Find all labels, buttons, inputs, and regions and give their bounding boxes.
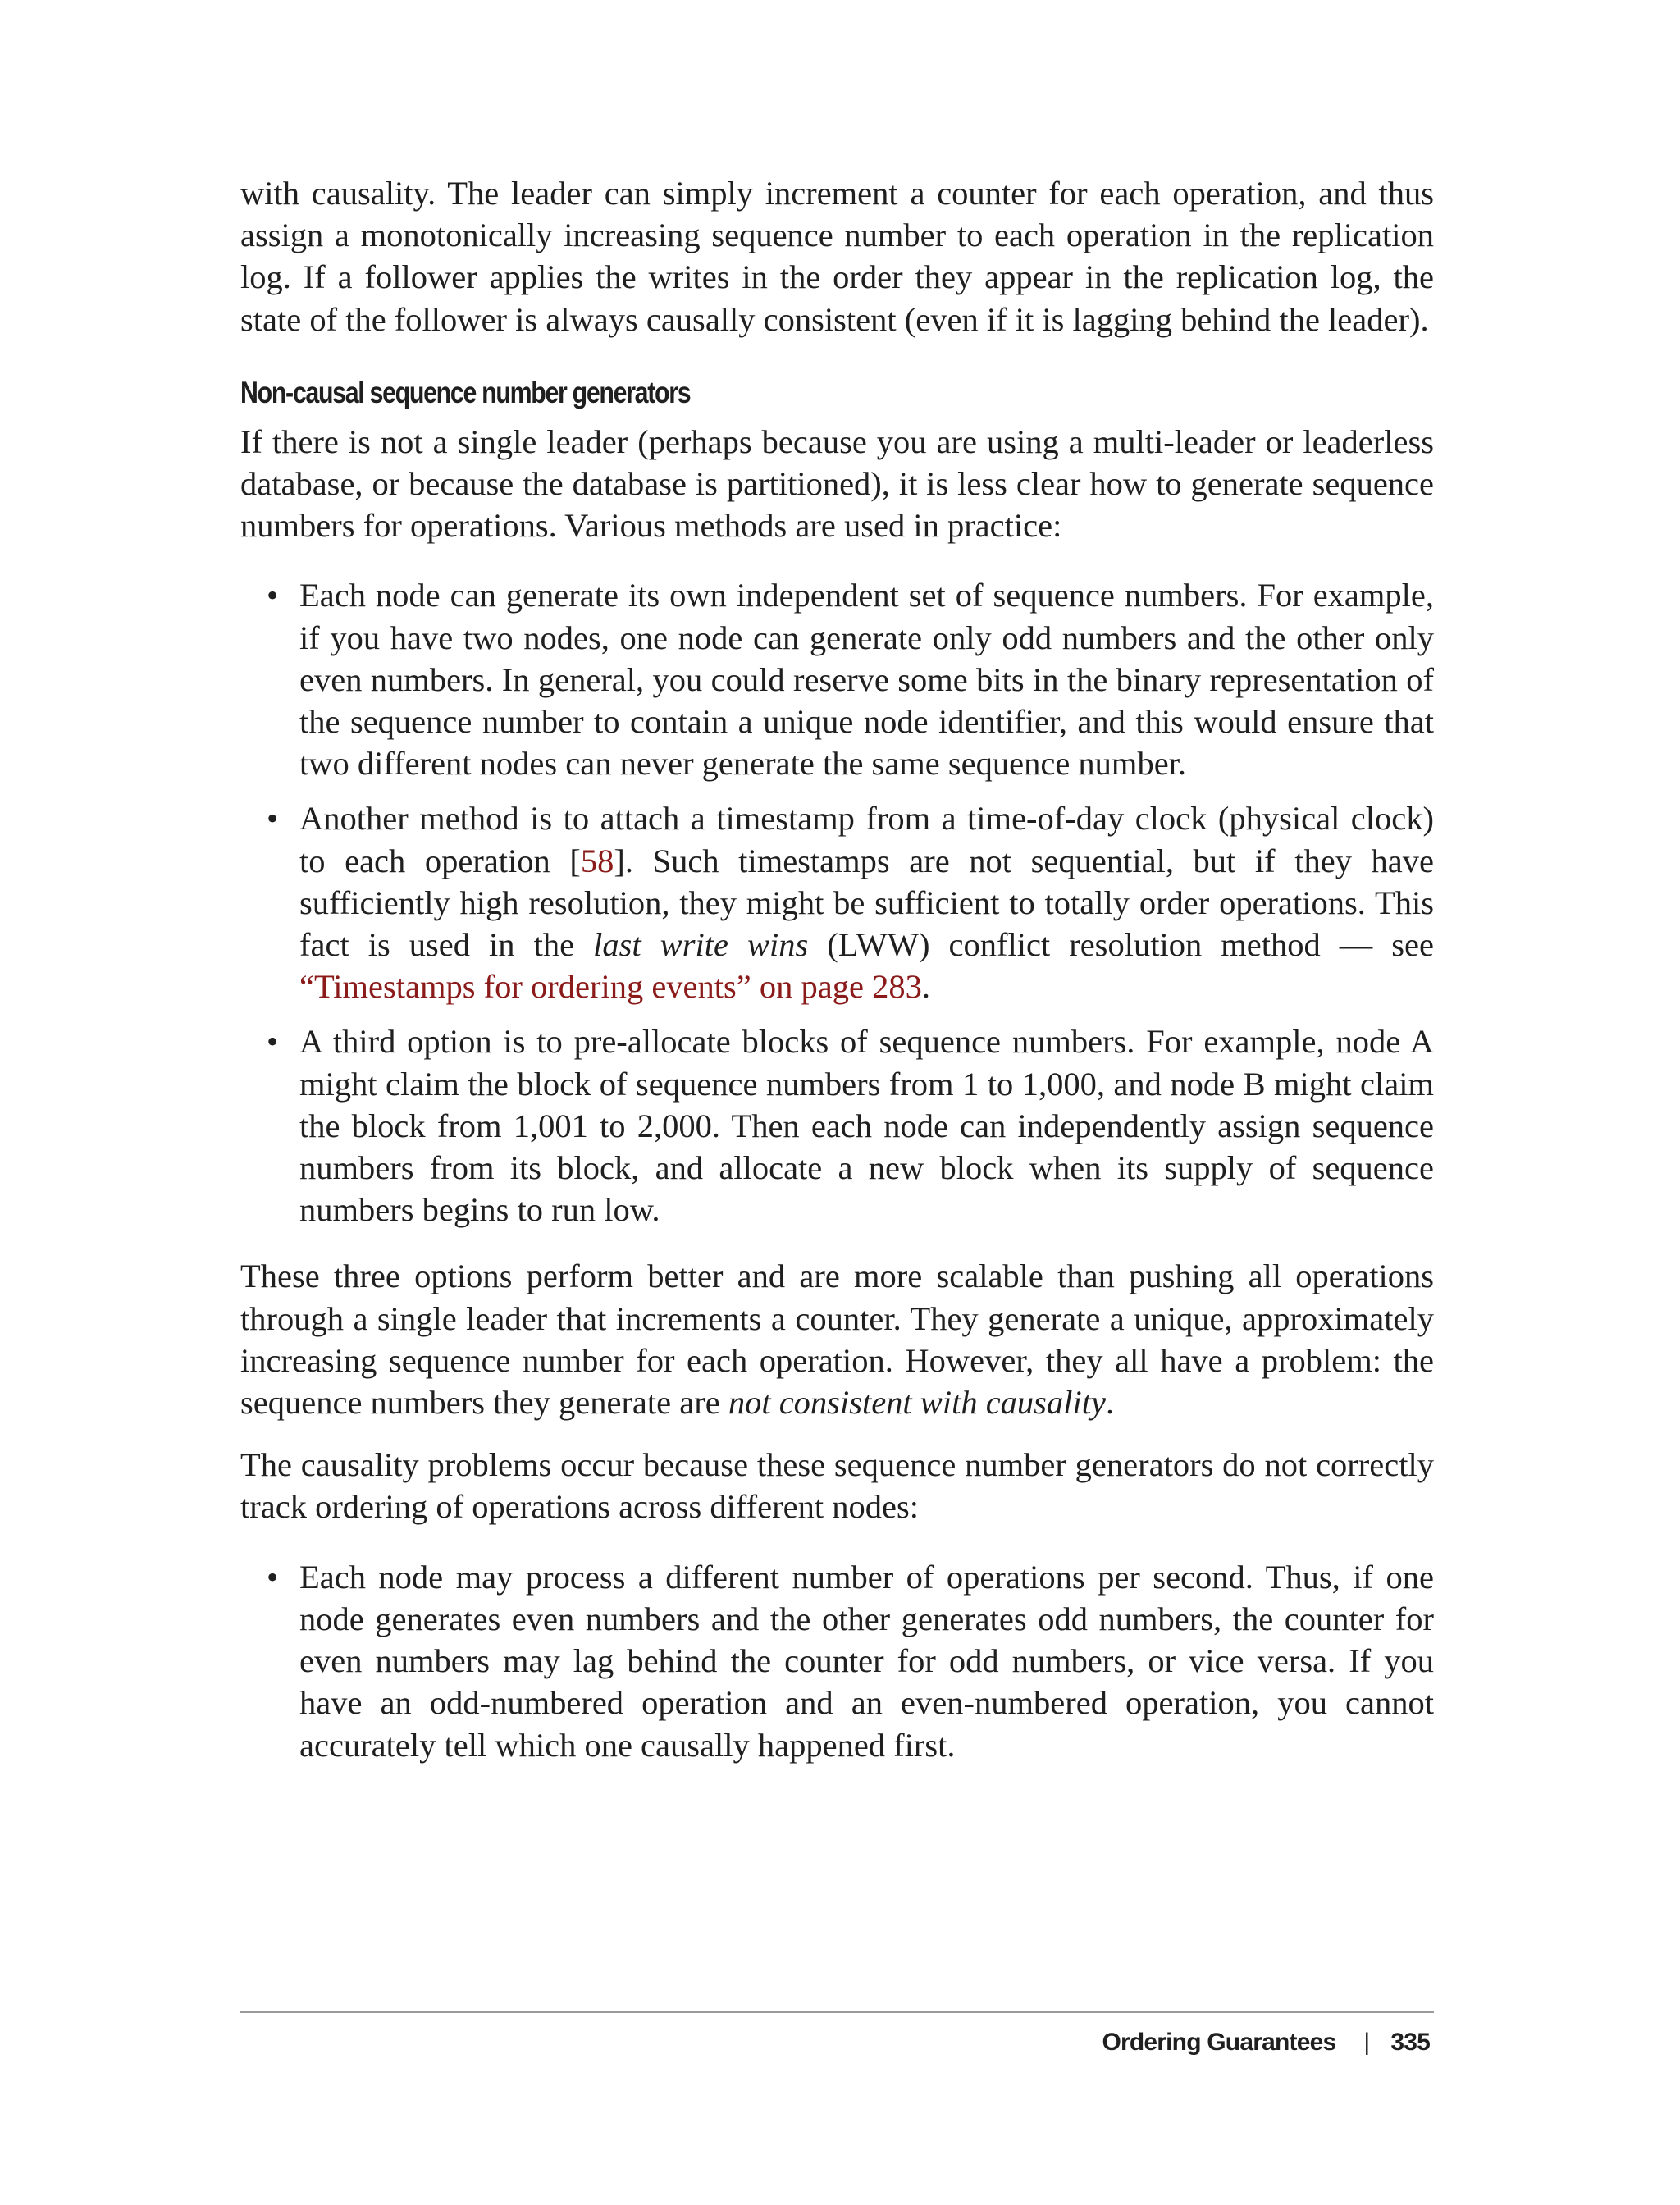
footer-separator: | [1363,2029,1370,2056]
section-heading: Non-causal sequence number generators [240,375,691,409]
emphasis-text: not consistent with causality [728,1384,1106,1422]
bullet-icon: • [267,800,279,838]
list-item [240,1556,1434,1766]
page-number: 335 [1390,2029,1430,2056]
list-item-text: ]. Such timestamps are not sequential, but if they have sufficiently high resolution, they might be sufficient to totally order operations. This fact is used in the [299,842,1435,964]
summary-text: These three options perform better and are more scalable than pushing all operations through a single leader that increments a counter. They generate a unique, approximately increasing sequence number for each operation. However, they all have a problem: the sequence numbers they generate are [240,1258,1434,1422]
list-item-text: Each node may process a different number of operations per second. Thus, if one node generates even numbers and the other generates odd numbers, the counter for even numbers may lag behind the counter for odd numbers, or vice versa. If you have an odd-numbered operation and an even-numbered operation, you cannot accurately tell which one causally happened first. [299,1558,1434,1764]
bullet-icon: • [267,1023,279,1061]
list-item-text: . [921,968,930,1006]
page-body [240,172,1434,1791]
intro-paragraph: with causality. The leader can simply increment a counter for each operation, and thus assign a monotonically increasing sequence number to each operation in the replication log. If a follower applies the writes in the order they appear in the replication log, the state of the follower is always causally consistent (even if it is lagging behind the leader). [240,175,1434,338]
summary-paragraph [240,1255,1434,1423]
list-item-text: Another method is to attach a timestamp from a time-of-day clock (physical clock) to each operation [ [299,800,1434,879]
running-footer-title: Ordering Guarantees [1102,2029,1336,2056]
emphasis-text: last write wins [593,926,809,964]
problems-list [240,1556,1434,1766]
list-item-text: Each node can generate its own independent set of sequence numbers. For example, if you have two nodes, one node can generate only odd numbers and the other only even numbers. In general, you could reserve some bits in the binary representation of the sequence number to contain a unique node identifier, and this would ensure that two different nodes can never generate the same sequence number. [299,577,1434,783]
citation-link[interactable]: 58 [580,842,614,879]
section-intro-paragraph: If there is not a single leader (perhaps because you are using a multi-leader or leaderless database, or because the database is partitioned), it is less clear how to generate sequence numbers for operations. Various methods are used in practice: [240,422,1434,545]
footer-divider [240,2011,1434,2013]
cross-reference-link[interactable]: “Timestamps for ordering events” on page 283 [299,968,922,1006]
bullet-icon: • [267,1558,279,1596]
bullet-icon: • [267,577,279,614]
list-item [240,1020,1434,1230]
page-footer [1102,2026,1430,2059]
list-item [240,574,1434,784]
list-item-text: (LWW) conflict resolution method — see [808,926,1435,964]
summary-text: . [1105,1384,1115,1422]
methods-list [240,574,1434,1230]
problems-intro-paragraph: The causality problems occur because these sequence number generators do not correctly track ordering of operations across different nodes: [240,1446,1434,1526]
list-item-text: A third option is to pre-allocate blocks of sequence numbers. For example, node A might claim the block of sequence numbers from 1 to 1,000, and node B might claim the block from 1,001 to 2,000. Then each node can independently assign sequence numbers from its block, and allocate a new block when its supply of sequence numbers begins to run low. [299,1023,1434,1229]
list-item [240,797,1434,1007]
